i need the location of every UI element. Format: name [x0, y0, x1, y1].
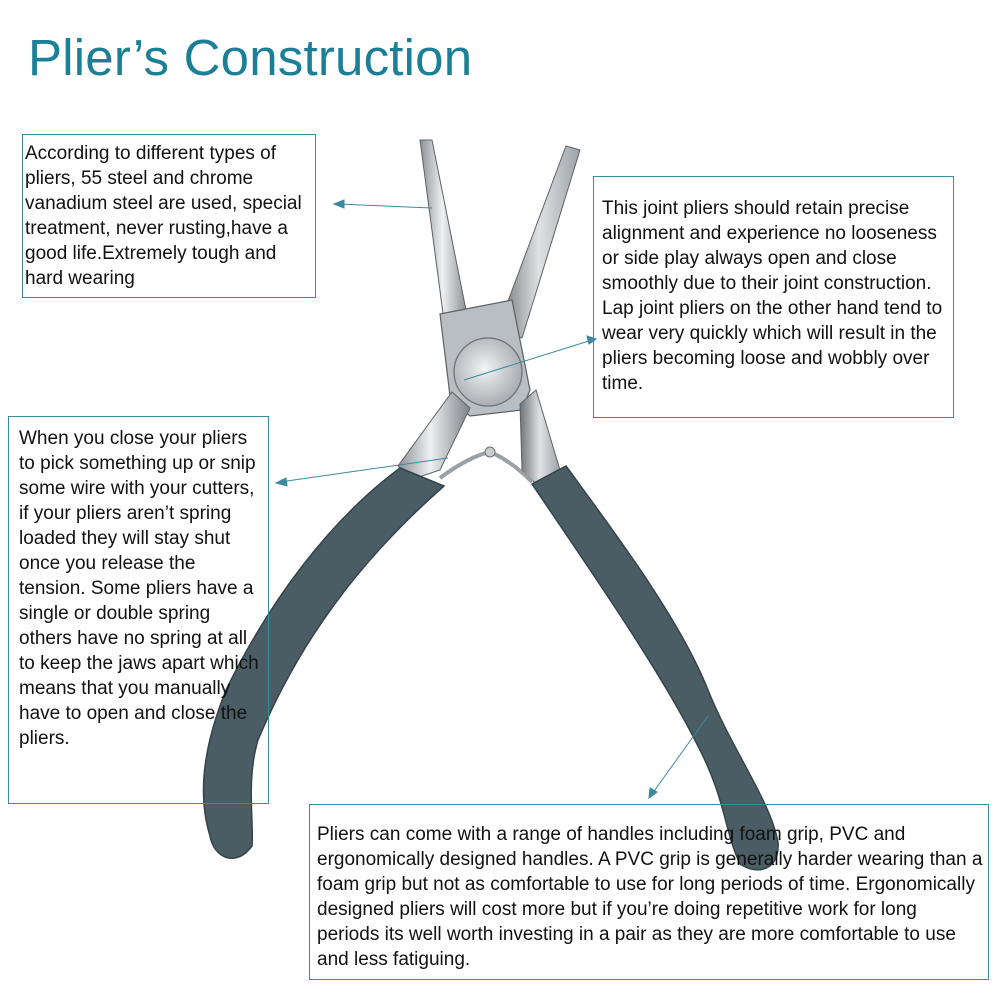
joint-callout: [593, 176, 954, 418]
spring-callout: [8, 416, 269, 804]
spring-coil: [485, 447, 495, 457]
joint-callout-text: This joint pliers should retain precise alignment and experience no looseness or side play always open and close smoothly due to their joint construction. Lap joint pliers on the other hand tend to wear very quickly which will result in the pliers becoming loose and wobbly over time.: [602, 198, 943, 394]
material-callout-text: According to different types of pliers, 55 steel and chrome vanadium steel are used, special treatment, never rusting,have a good life.Extremely tough and hard wearing: [25, 143, 302, 289]
return-spring: [440, 452, 532, 482]
handles-callout-text: Pliers can come with a range of handles including foam grip, PVC and ergonomically designed handles. A PVC grip is generally harder wearing than a foam grip but not as comfortable to use for long periods of time. Ergonomically designed pliers will cost more but if you’re doing repetitive work for long periods its well worth investing in a pair as they are more comfortable to use and less fatiguing.: [317, 824, 983, 970]
material-callout: [22, 134, 316, 298]
left-jaw: [420, 140, 470, 336]
handles-callout: [309, 804, 989, 980]
right-neck: [520, 390, 560, 484]
page-title: Plier’s Construction: [28, 29, 473, 86]
pointer-material: [338, 204, 432, 208]
spring-callout-text: When you close your pliers to pick something up or snip some wire with your cutters, if your pliers aren’t spring loaded they will stay shut once you release the tension. Some pliers have a single or double spring others have no spring at all to keep the jaws apart which means that you manually have to open and close the pliers.: [19, 428, 259, 749]
pointer-handles: [652, 716, 708, 794]
